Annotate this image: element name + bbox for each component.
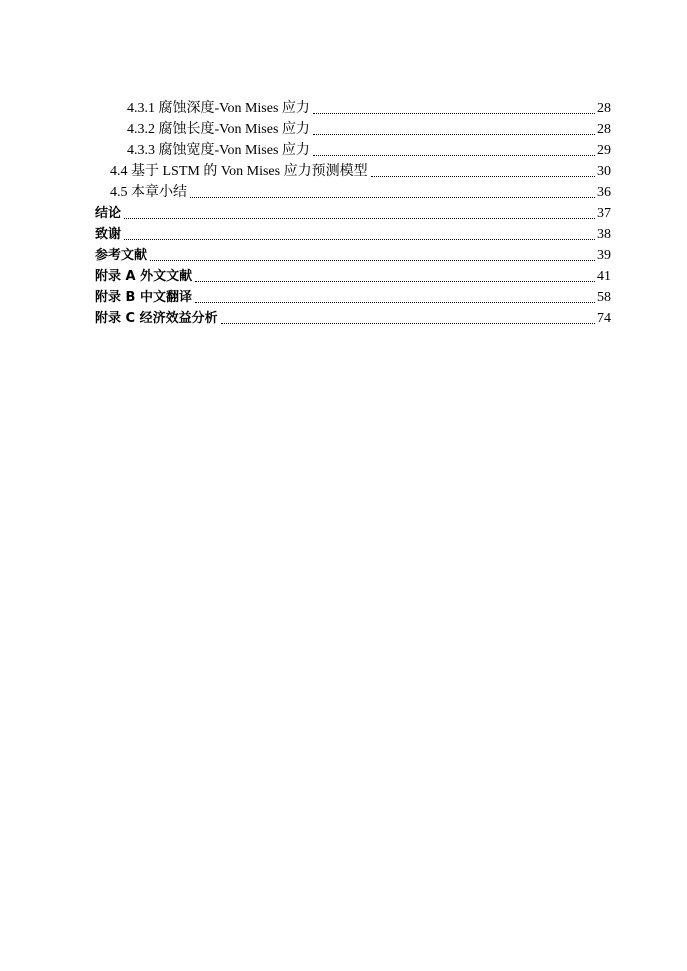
toc-entry-title: 附录 A 外文文献	[95, 269, 193, 284]
toc-entry-page: 41	[597, 269, 611, 284]
toc-entry-4-3-1	[95, 96, 611, 117]
toc-entry-page: 30	[597, 164, 611, 179]
toc-entry-title: 4.4 基于 LSTM 的 Von Mises 应力预测模型	[110, 164, 368, 179]
toc-entry-title: 4.5 本章小结	[110, 185, 187, 200]
toc-entry-title: 致谢	[95, 227, 122, 242]
toc-entry-title: 4.3.3 腐蚀宽度-Von Mises 应力	[127, 143, 310, 158]
toc-dot-leader	[313, 155, 595, 156]
toc-entry-title: 结论	[95, 206, 122, 221]
toc-dot-leader	[150, 260, 595, 261]
toc-entry-page: 29	[597, 143, 611, 158]
toc-entry-page: 37	[597, 206, 611, 221]
toc-dot-leader	[371, 176, 595, 177]
toc-dot-leader	[195, 281, 595, 282]
toc-entry-title: 参考文献	[95, 248, 148, 263]
toc-dot-leader	[313, 113, 595, 114]
toc-entry-page: 38	[597, 227, 611, 242]
toc-dot-leader	[124, 239, 595, 240]
table-of-contents	[95, 96, 611, 327]
toc-entry-appendix-a	[95, 264, 611, 285]
toc-entry-appendix-b	[95, 285, 611, 306]
toc-entry-4-4	[95, 159, 611, 180]
toc-entry-4-3-3	[95, 138, 611, 159]
toc-dot-leader	[190, 197, 595, 198]
toc-entry-appendix-c	[95, 306, 611, 327]
toc-entry-title: 附录 B 中文翻译	[95, 290, 192, 305]
toc-entry-title: 附录 C 经济效益分析	[95, 311, 218, 326]
toc-entry-page: 58	[597, 290, 611, 305]
toc-dot-leader	[313, 134, 595, 135]
toc-entry-title: 4.3.2 腐蚀长度-Von Mises 应力	[127, 122, 310, 137]
toc-dot-leader	[124, 218, 595, 219]
toc-dot-leader	[195, 302, 595, 303]
toc-entry-4-3-2	[95, 117, 611, 138]
toc-entry-4-5	[95, 180, 611, 201]
toc-entry-page: 36	[597, 185, 611, 200]
toc-entry-page: 74	[597, 311, 611, 326]
toc-entry-acknowledgements	[95, 222, 611, 243]
toc-entry-page: 28	[597, 122, 611, 137]
toc-entry-title: 4.3.1 腐蚀深度-Von Mises 应力	[127, 101, 310, 116]
toc-entry-page: 28	[597, 101, 611, 116]
toc-dot-leader	[221, 323, 595, 324]
toc-entry-conclusion	[95, 201, 611, 222]
toc-entry-page: 39	[597, 248, 611, 263]
toc-entry-references	[95, 243, 611, 264]
